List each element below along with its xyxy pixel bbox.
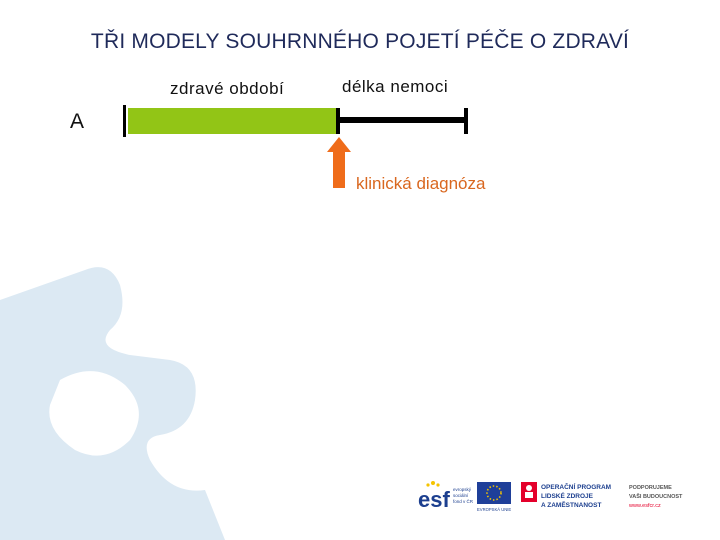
op-line-1: OPERAČNÍ PROGRAM <box>541 484 612 491</box>
op-line-2: LIDSKÉ ZDROJE <box>541 493 594 500</box>
support-line-1: PODPORUJEME <box>629 485 672 491</box>
puzzle-piece-decoration <box>0 260 230 540</box>
op-line-3: A ZAMĚSTNANOST <box>541 502 602 509</box>
footer-logos <box>415 476 685 518</box>
timeline-end-tick <box>464 108 468 134</box>
slide-title: TŘI MODELY SOUHRNNÉHO POJETÍ PÉČE O ZDRAVÍ <box>90 30 630 53</box>
support-line-2: VAŠI BUDOUCNOST <box>629 494 683 500</box>
healthy-period-bar <box>128 108 338 134</box>
disease-duration-label: délka nemoci <box>342 77 449 96</box>
timeline-start-tick <box>123 105 126 137</box>
eu-flag-logo <box>477 482 511 512</box>
clinical-diagnosis-label: klinická diagnóza <box>356 174 486 193</box>
puzzle-piece-shape <box>0 267 225 540</box>
esf-sub-2: sociální <box>453 493 469 498</box>
esf-sub-1: evropský <box>453 487 472 492</box>
timeline-diagram <box>0 0 720 200</box>
diagnosis-arrow <box>327 137 351 188</box>
disease-duration-bar <box>338 117 468 123</box>
esf-logo-text: esf <box>418 487 450 512</box>
healthy-period-label: zdravé období <box>170 79 285 98</box>
model-a-label: A <box>70 110 85 133</box>
op-lz-logo <box>521 482 611 509</box>
esf-logo <box>417 481 474 512</box>
esf-sub-3: fond v ČR <box>453 499 474 504</box>
support-web: www.esfcr.cz <box>629 503 661 509</box>
support-logo <box>628 485 683 509</box>
eu-caption: EVROPSKÁ UNIE <box>477 507 512 512</box>
